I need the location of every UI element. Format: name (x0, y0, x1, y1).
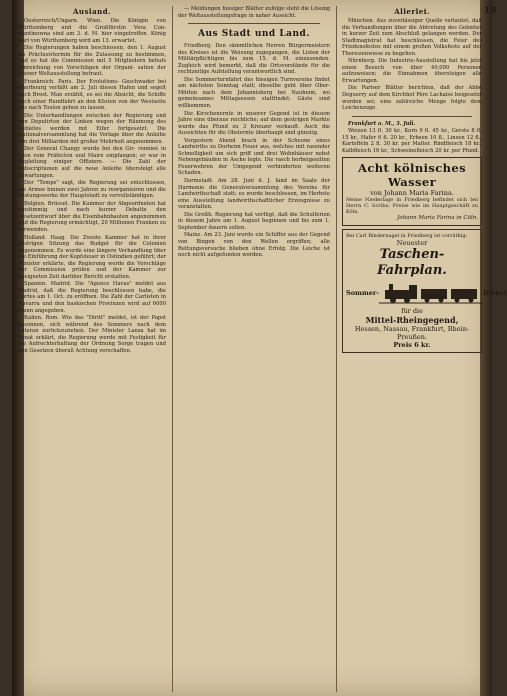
section-title-stadt-und-land: Aus Stadt und Land. (198, 29, 310, 40)
ad-body: Meine Niederlage in Friedberg befindet sich bei Herrn C. Scriba. Preise wie im Hauptgeschäft zu Köln. (346, 197, 478, 216)
ad-for: für die (401, 307, 423, 316)
column-rule (336, 6, 337, 692)
ad-title: Taschen-Fahrplan. (377, 247, 447, 279)
ad-label: Neuester (396, 239, 428, 248)
ad-price: Preis 6 kr. (393, 341, 431, 350)
ad-season-left: Sommer- (346, 289, 380, 298)
newspaper-page (12, 0, 507, 696)
market-report-text: Weizen 13 fl. 30 kr., Korn 9 fl. 45 kr., Gerste 8 fl. 15 kr., Hafer 6 fl. 20 kr., Erbsen 10 fl., Linsen 12 fl., Kartoffeln 2 fl. 30 kr. per Malter. Rindfleisch 18 kr., Kalbfleisch 16 kr., Schweinefleisch 20 kr. per Pfund. (342, 128, 482, 154)
article-paragraph: Die Unterhandlungen zwischen der Regierung und den Deputirten der Linken wegen der Räumung des Gebietes werden mit Eifer fortgesetzt. Die Nationalversammlung hat die Vorlage über die Anleihe von drei Milliarden mit großer Mehrheit angenommen. (18, 112, 166, 145)
section-divider (352, 116, 472, 117)
article-paragraph: Spanien. Madrid. Die "Agence Havas" meldet aus Madrid, daß die Regierung beschlossen habe, die Cortes am 1. Oct. zu eröffnen. Die Zahl der Carlisten in Navarra und den baskischen Provinzen wird auf 6000 Mann angegeben. (18, 281, 166, 314)
article-paragraph: Nürnberg. Die Industrie-Ausstellung hat bis jetzt einen Besuch von über 40,000 Personen aufzuweisen; die Einnahmen übersteigen alle Erwartungen. (342, 58, 482, 84)
ad-season-row (346, 279, 507, 307)
section-title-ausland: Ausland. (72, 7, 112, 16)
header-note: — Meldungen hiesiger Blätter zufolge steht die Lösung der Weltausstellungsfrage in naher Aussicht. (178, 6, 330, 19)
article-paragraph: Die Kirschenernte in unserer Gegend ist in diesem Jahre eine überaus reichliche; auf dem gestrigen Markte wurde das Pfund zu 3 Kreuzer verkauft. Auch die Aussichten für die Obsternte überhaupt sind günstig. (178, 110, 330, 137)
article-paragraph: Der General Changy wurde bei den Gir- ronnieé in Lyon vom Präfecten und Maire empfangen; er war in Begleitung einiger Offiziere. — Die Zahl der Subscriptionen auf die neue Anleihe übersteigt alle Erwartungen. (18, 146, 166, 179)
ad-intro: Bei Carl Bindernagel in Friedberg ist vorräthig: (346, 233, 468, 240)
article-paragraph: Die Regierungen haben beschlossen, den 1. August als Präclusivtermin für die Zulassung zu bestimmen, und es hat die Commission mit 5 Mitgliedern behufs Einreichung von Vorschlägen der Organi- sation der Wiener Weltausstellung betraut. (18, 45, 166, 78)
article-paragraph: Friedberg. Den sämmtlichen Herren Bürgermeistern des Kreises ist die Weisung zugegangen, die Listen der Militärpflichtigen bis zum 15. d. M. einzusenden. Zugleich wird bemerkt, daß die Ortsvorstände für die rechtzeitige Aufstellung verantwortlich sind. (178, 43, 330, 76)
advertisement-farina (342, 157, 482, 226)
ad-subtitle: von Johann Maria Farina. (370, 189, 454, 198)
article-paragraph: Mainz. Am 23. Juni wurde ein Schiffer aus der Gegend von Bingen von den Wellen ergriffen; alle Rettungsversuche blieben ohne Erfolg. Die Leiche ist noch nicht aufgefunden worden. (178, 232, 330, 259)
column-stadt-und-land (178, 6, 330, 692)
column-rule (172, 6, 173, 692)
column-ausland (18, 6, 166, 692)
ad-signature: Johann Maria Farina in Cöln. (397, 215, 478, 222)
advertisement-fahrplan (342, 229, 507, 353)
article-paragraph: München. Aus zuverlässiger Quelle verlautet, daß die Verhandlungen über die Abtretung des Gebietes in kurzer Zeit zum Abschluß gelangen werden. Der Stadtmagistrat hat beschlossen, die Feier des Friedensfestes mit einem großen Volksfeste auf der Theresienwiese zu begehen. (342, 18, 482, 57)
article-paragraph: Belgien. Brüssel. Die Kammer der Abgeordneten hat einstimmig und nach kurzer Debatte den Gesetzentwurf über die Eisenbahnbauten angenommen und die Regierung ermächtigt, 20 Millionen Franken zu verwenden. (18, 200, 166, 233)
article-paragraph: Frankreich. Paris. Der Evolutions- Geschwader bei Cherbourg verläßt am 2. Juli diesen Hafen und segelt nach Brest. Man erzählt, es sei die Absicht, die Schiffe nach einer Rundfahrt an den Küsten von der Westseite aus nach Toulon gehen zu lassen. (18, 78, 166, 112)
ad-title: Acht kölnisches Wasser (358, 161, 466, 190)
locomotive-icon (379, 282, 483, 304)
article-paragraph: Die Sommerturnfahrt des hiesigen Turnvereins findet am nächsten Sonntag statt; dieselbe geht über Ober-Mörlen nach dem Johannisberg bei Nauheim, wo gemeinsames Mittagsessen stattfindet. Gäste sind willkommen. (178, 76, 330, 110)
market-report-title: Frankfurt a. M., 3. Juli. (348, 120, 416, 127)
article-paragraph: Die Großh. Regierung hat verfügt, daß die Schulferien in diesem Jahre am 1. August beginnen und bis zum 1. September dauern sollen. (178, 211, 330, 231)
article-paragraph: Holland. Haag. Die Zweite Kammer hat in ihrer gestrigen Sitzung das Budget für die Colonien angenommen. Es wurde eine längere Verhandlung über die Einführung der Kopfsteuer in Ostindien geführt; der Minister erklärte, die Regierung werde die Vorschläge der Commission prüfen und der Kammer zur geeigneten Zeit darüber Bericht erstatten. (18, 234, 166, 280)
ad-season-right: Dienst (483, 289, 507, 298)
article-paragraph: Italien. Rom. Wie das "Diritt" meldet, ist der Papst gesonnen, sich während des Sommers nach dem Lateran zurückzuziehen. Der Minister Lanza hat im Senat erklärt, die Regierung werde mit Festigkeit für die Aufrechterhaltung der Ordnung Sorge tragen und den Gesetzen überall Achtung verschaffen. (18, 315, 166, 354)
article-paragraph: Darmstadt. Am 28. Juni d. J. fand im Saale der Harmonie die Generalversammlung des Vereins für Landwirthschaft statt; es wurde beschlossen, im Herbste eine Ausstellung landwirthschaftlicher Erzeugnisse zu veranstalten. (178, 178, 330, 211)
article-paragraph: Oesterreich/Ungarn. Wien. Die Königin von Württemberg und die Großfürstin Vera Con- stantinowna sind am 3. d. M. hier eingetroffen. König Karl von Württemberg wird am 13. erwartet. (18, 18, 166, 44)
section-divider (188, 23, 320, 24)
ad-region: Mittel-Rheingegend, (365, 315, 459, 326)
article-paragraph: Vorgestern Abend brach in der Scheune eines Landwirths zu Dorheim Feuer aus, welches mit rasender Schnelligkeit um sich griff und drei Wohnhäuser nebst Nebengebäuden in Asche legte. Die rasch herbeigeeilten Feuerwehren der Umgegend verhinderten weiteren Schaden. (178, 137, 330, 177)
page-number: 18 (484, 6, 497, 16)
column-allerlei (342, 6, 507, 692)
article-paragraph: Der "Temps" sagt, die Regierung sei entschlossen, die Armee binnen zwei Jahren zu reorganisiren und die Festungswerke der Hauptstadt zu vervollständigen. (18, 180, 166, 200)
ad-area: Hessen, Nassau, Frankfurt, Rhein-Preußen. (354, 325, 470, 342)
article-paragraph: Die Pariser Blätter berichten, daß der Abbé Deguerry auf dem Kirchhof Père Lachaise beigesetzt worden sei; eine zahlreiche Menge folgte dem Leichenzuge. (342, 85, 482, 112)
section-title-allerlei: Allerlei. (394, 7, 430, 16)
